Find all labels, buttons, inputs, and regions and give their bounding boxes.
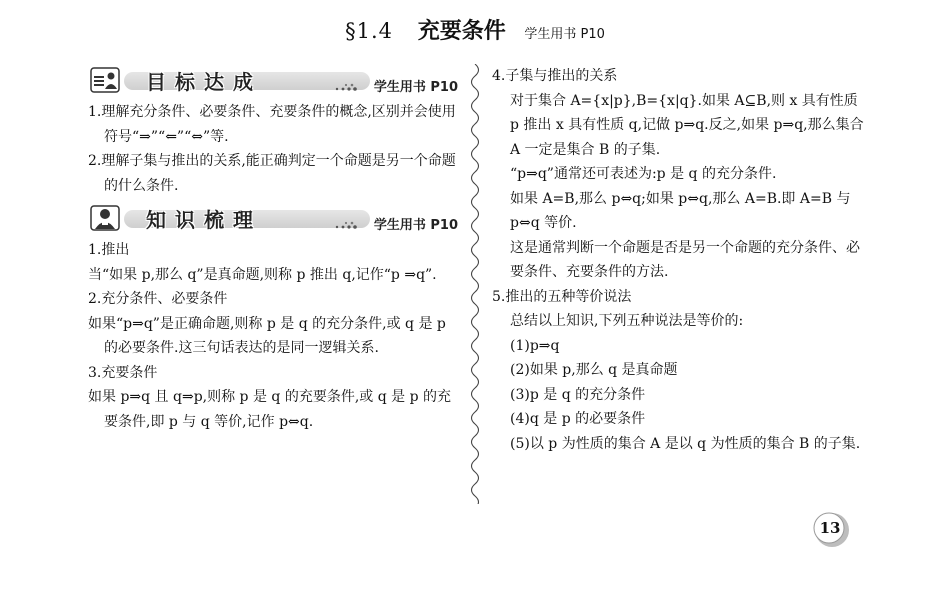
paragraph: 如果 p⇒q 且 q⇒p,则称 p 是 q 的充要条件,或 q 是 p 的充要条件,即 p 与 q 等价,记作 p⇔q. [88, 389, 452, 430]
paragraph: 总结以上知识,下列五种说法是等价的: [510, 313, 744, 329]
paragraph: 当“如果 p,那么 q”是真命题,则称 p 推出 q,记作“p ⇒q”. [88, 266, 437, 283]
goals-section-header [88, 64, 460, 98]
goals-heading: 目标达成 [146, 70, 262, 94]
left-column [88, 64, 460, 434]
paragraph: 这是通常判断一个命题是否是另一个命题的充分条件、必要条件、充要条件的方法. [510, 239, 860, 280]
page-title: 充要条件 [417, 18, 506, 44]
goals-book-ref: 学生用书 P10 [373, 80, 458, 95]
list-item: (3)p 是 q 的充分条件 [510, 386, 646, 403]
knowledge-section-header [88, 202, 460, 236]
reader-icon [90, 67, 120, 93]
paragraph [492, 89, 867, 163]
subsection-title: 4.子集与推出的关系 [492, 68, 618, 84]
goal-item: 2.理解子集与推出的关系,能正确判定一个命题是另一个命题的什么条件. [88, 153, 456, 194]
page-header [0, 14, 950, 45]
teacher-icon [90, 205, 120, 231]
book-reference: 学生用书 P10 [524, 27, 605, 42]
knowledge-book-ref: 学生用书 P10 [373, 218, 458, 233]
dots-decoration [334, 82, 364, 92]
page-number: 13 [819, 519, 841, 537]
list-item: (5)以 p 为性质的集合 A 是以 q 为性质的集合 B 的子集. [510, 435, 861, 452]
paragraph-text: 对于集合 A={x|p},B={x|q}.如果 A⊆B,则 x 具有性质 p 推出 x 具有性质 q,记做 p⇒q.反之,如果 p⇒q,那么集合 A 一定是集合 B 的子集. [510, 92, 864, 158]
list-item: (1)p⇒q [510, 337, 560, 354]
knowledge-heading: 知识梳理 [146, 208, 262, 232]
subsection-title: 5.推出的五种等价说法 [492, 288, 632, 305]
column-divider [465, 64, 485, 504]
paragraph: 如果“p⇒q”是正确命题,则称 p 是 q 的充分条件,或 q 是 p 的必要条件.这三句话表达的是同一逻辑关系. [88, 315, 446, 356]
subsection-title: 1.推出 [88, 242, 130, 258]
paragraph: 如果 A=B,那么 p⇔q;如果 p⇔q,那么 A=B.即 A=B 与 p⇔q 等价. [510, 190, 851, 231]
paragraph: “p⇒q”通常还可表述为:p 是 q 的充分条件. [510, 166, 777, 182]
subsection-title: 2.充分条件、必要条件 [88, 291, 228, 307]
goal-item: 1.理解充分条件、必要条件、充要条件的概念,区别并会使用符号“⇒”“⇐”“⇔”等. [88, 104, 456, 145]
section-number: §1.4 [345, 19, 393, 43]
dots-decoration [334, 220, 364, 230]
subsection-title: 3.充要条件 [88, 364, 158, 381]
right-column [492, 64, 867, 456]
page-number-badge [812, 510, 852, 550]
list-item: (2)如果 p,那么 q 是真命题 [510, 362, 678, 378]
list-item: (4)q 是 p 的必要条件 [510, 411, 646, 427]
